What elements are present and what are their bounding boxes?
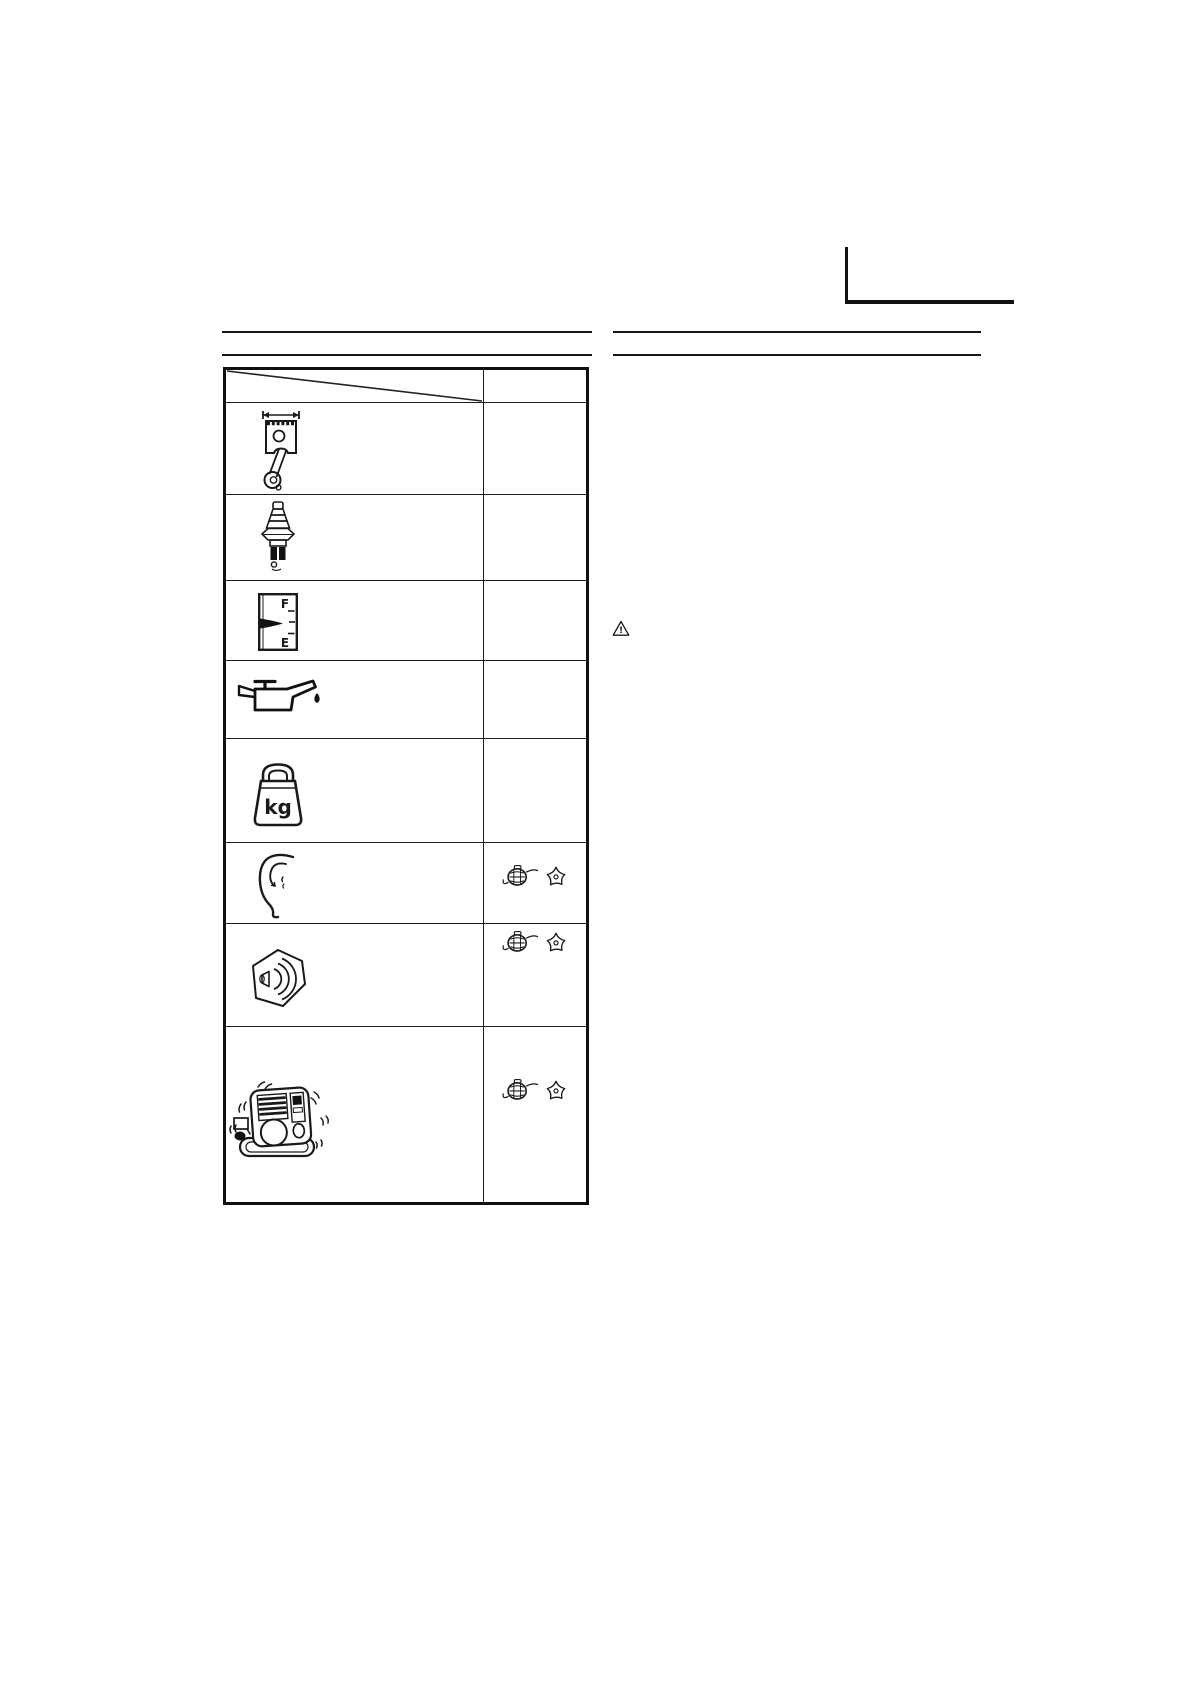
applicability-pair	[501, 1078, 567, 1102]
spark-plug-value-cell	[483, 495, 586, 580]
right-column-rule-2	[613, 354, 981, 356]
engine-cell	[226, 1027, 483, 1202]
table-row-engine	[226, 1027, 586, 1202]
ear-cell	[226, 843, 483, 923]
trimmer-head-icon	[501, 930, 539, 954]
ear-icon	[256, 851, 296, 921]
tri-blade-icon	[545, 1079, 567, 1101]
piston-connecting-rod-icon	[259, 409, 303, 493]
engine-value-cell	[483, 1027, 586, 1202]
piston-cell	[226, 403, 483, 494]
weight-value-cell	[483, 739, 586, 842]
table-row-weight	[226, 739, 586, 843]
right-column-rule-1	[613, 331, 981, 333]
applicability-pair	[501, 930, 567, 954]
symbols-table	[223, 367, 589, 1205]
corner-mark-horizontal	[845, 300, 1014, 304]
trimmer-head-icon	[501, 864, 539, 888]
table-header-row	[226, 370, 586, 403]
warning-triangle-icon	[612, 620, 630, 637]
table-row-spark-plug	[226, 495, 586, 581]
nut-value-cell	[483, 924, 586, 1026]
corner-mark-vertical	[845, 247, 848, 303]
piston-value-cell	[483, 403, 586, 494]
oil-can-icon	[234, 678, 326, 724]
fuel-gauge-cell	[226, 581, 483, 660]
fuel-empty-label: E	[280, 636, 290, 650]
oil-value-cell	[483, 661, 586, 738]
oil-cell	[226, 661, 483, 738]
left-column-rule-1	[222, 331, 592, 333]
table-row-oil	[226, 661, 586, 739]
nut-cell	[226, 924, 483, 1026]
weight-cell	[226, 739, 483, 842]
warning-exclamation: !	[618, 626, 624, 637]
fuel-gauge-icon	[258, 593, 298, 651]
left-column-rule-2	[222, 354, 592, 356]
header-right-cell	[483, 370, 586, 402]
trimmer-head-icon	[501, 1078, 539, 1102]
header-diagonal-line	[226, 370, 483, 402]
table-row-piston	[226, 403, 586, 495]
applicability-pair	[501, 864, 567, 888]
table-row-nut	[226, 924, 586, 1027]
spark-plug-cell	[226, 495, 483, 580]
nut-noise-level-icon	[250, 948, 308, 1010]
kg-label: kg	[264, 795, 292, 819]
engine-vibration-icon	[228, 1080, 334, 1166]
fuel-full-label: F	[280, 597, 290, 611]
table-row-ear	[226, 843, 586, 924]
table-row-fuel-gauge	[226, 581, 586, 661]
fuel-gauge-value-cell	[483, 581, 586, 660]
ear-value-cell	[483, 843, 586, 923]
header-left-cell	[226, 370, 483, 402]
spark-plug-icon	[260, 501, 296, 575]
weight-kg-icon	[250, 761, 306, 829]
tri-blade-icon	[545, 865, 567, 887]
tri-blade-icon	[545, 931, 567, 953]
